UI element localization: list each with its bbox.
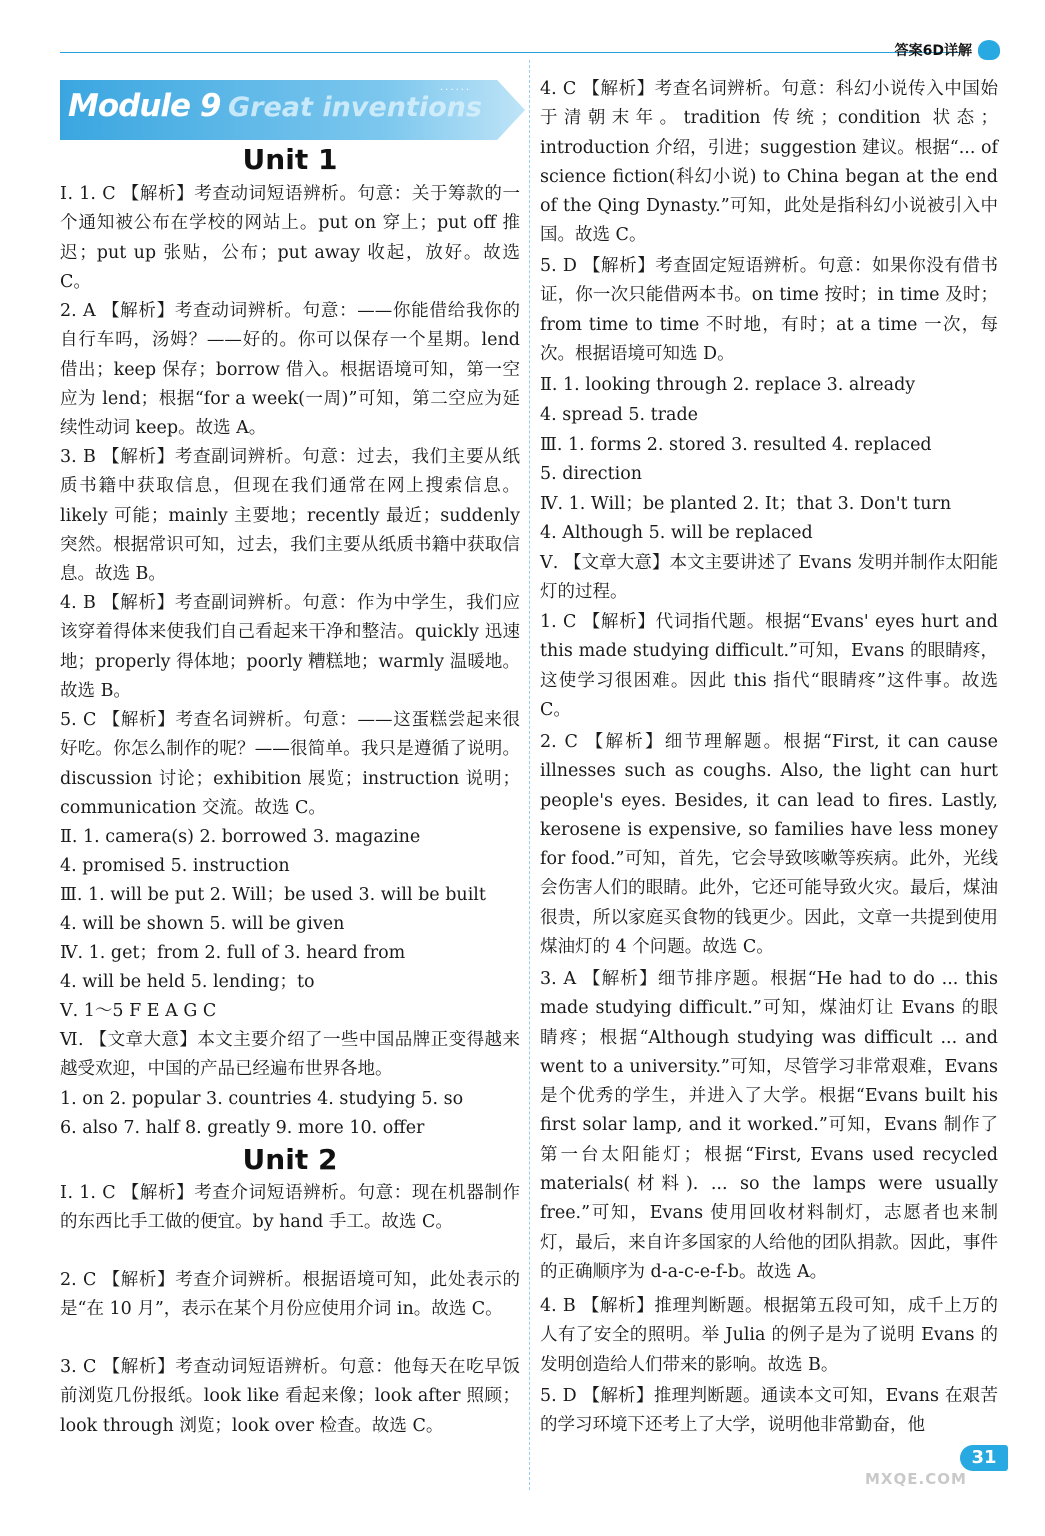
answer-item: Ⅱ. 1. camera(s) 2. borrowed 3. magazine	[60, 827, 421, 847]
watermark: MXQE.COM	[865, 1470, 967, 1488]
answer-item: 2. A 【解析】考查动词辨析。句意：——你能借给我你的自行车吗，汤姆？——好的。你可以保存一个星期。lend 借出；keep 保存；borrow 借入。根据语境可知，第一空应为 lend；根据“for a week(一周)”可知，第二空应为延续性动词 keep。故选 A。	[60, 301, 520, 439]
answer-item: Ⅵ. 【文章大意】本文主要介绍了一些中国品牌正变得越来越受欢迎，中国的产品已经遍布世界各地。	[60, 1030, 520, 1080]
answer-item: Ⅰ. 1. C 【解析】考查介词短语辨析。句意：现在机器制作的东西比手工做的便宜。by hand 手工。故选 C。	[60, 1183, 520, 1233]
answer-item: 5. D 【解析】推理判断题。通读本文可知，Evans 在艰苦的学习环境下还考上了大学，说明他非常勤奋，他	[540, 1386, 998, 1436]
answer-item: 3. B 【解析】考查副词辨析。句意：过去，我们主要从纸质书籍中获取信息，但现在我们通常在网上搜索信息。likely 可能；mainly 主要地；recently 最近；suddenly 突然。根据常识可知，过去，我们主要从纸质书籍中获取信息。故选 B。	[60, 447, 520, 585]
module-subtitle: Great inventions	[228, 92, 482, 123]
answer-item: Ⅲ. 1. will be put 2. Will；be used 3. will be built	[60, 885, 486, 905]
module-title: Module 9	[68, 88, 221, 124]
module-banner	[60, 80, 525, 140]
answer-item: 1. on 2. popular 3. countries 4. studying 5. so	[60, 1089, 464, 1109]
answer-item: 4. Although 5. will be replaced	[540, 523, 813, 543]
answer-item: 3. A 【解析】细节排序题。根据“He had to do ... this made studying difficult.”可知，煤油灯让 Evans 的眼睛疼；根据“Although studying was difficult ... and went to a university.”可知，尽管学习非常艰难，Evans 是个优秀的学生，并进入了大学。根据“Evans built his first solar lamp, and it worked.”可知，Evans 制作了第一台太阳能灯；根据“First, Evans used recycled materials(材料). ... so the lamps were usually free.”可知，Evans 使用回收材料制灯，志愿者也来制灯，最后，来自许多国家的人给他的团队捐款。因此，事件的正确顺序为 d-a-c-e-f-b。故选 A。	[540, 969, 998, 1282]
banner-decoration: ......	[440, 82, 472, 93]
answer-item: Ⅰ. 1. C 【解析】考查动词短语辨析。句意：关于筹款的一个通知被公布在学校的网站上。put on 穿上；put off 推迟；put up 张贴，公布；put away 收起，放好。故选 C。	[60, 184, 520, 292]
answer-item: Ⅲ. 1. forms 2. stored 3. resulted 4. replaced	[540, 435, 932, 455]
answer-item: 5. D 【解析】考查固定短语辨析。句意：如果你没有借书证，你一次只能借两本书。on time 按时；in time 及时；from time to time 不时地，有时；at a time 一次，每次。根据语境可知选 D。	[540, 256, 998, 364]
answer-item: Ⅳ. 1. get；from 2. full of 3. heard from	[60, 943, 406, 963]
answer-item: Ⅴ. 1～5 F E A G C	[60, 1001, 217, 1021]
brand-logo-icon	[978, 40, 1000, 60]
header-rule	[60, 52, 960, 53]
unit-2-heading: Unit 2	[242, 1143, 338, 1176]
answer-item: 5. C 【解析】考查名词辨析。句意：——这蛋糕尝起来很好吃。你怎么制作的呢？——很简单。我只是遵循了说明。discussion 讨论；exhibition 展览；instruction 说明；communication 交流。故选 C。	[60, 710, 520, 818]
answer-item: Ⅳ. 1. Will；be planted 2. It；that 3. Don't turn	[540, 494, 952, 514]
answer-item: 4. B 【解析】推理判断题。根据第五段可知，成千上万的人有了安全的照明。举 Julia 的例子是为了说明 Evans 的发明创造给人们带来的影响。故选 B。	[540, 1296, 998, 1375]
answer-item: 2. C 【解析】细节理解题。根据“First, it can cause illnesses such as coughs. Also, the light can hurt people's eyes. Besides, it can lead to fires. Lastly, kerosene is expensive, so families have less money for food.”可知，首先，它会导致咳嗽等疾病。此外，光线会伤害人们的眼睛。此外，它还可能导致火灾。最后，煤油很贵，所以家庭买食物的钱更少。因此，文章一共提到使用煤油灯的 4 个问题。故选 C。	[540, 732, 998, 958]
answer-item: 4. will be shown 5. will be given	[60, 914, 345, 934]
answer-item: 3. C 【解析】考查动词短语辨析。句意：他每天在吃早饭前浏览几份报纸。look like 看起来像；look after 照顾；look through 浏览；look over 检查。故选 C。	[60, 1357, 520, 1436]
unit-1-heading: Unit 1	[242, 143, 338, 176]
answer-item: 4. B 【解析】考查副词辨析。句意：作为中学生，我们应该穿着得体来使我们自己看起来干净和整洁。quickly 迅速地；properly 得体地；poorly 糟糕地；warmly 温暖地。故选 B。	[60, 593, 520, 701]
answer-item: 1. C 【解析】代词指代题。根据“Evans' eyes hurt and this made studying difficult.”可知，Evans 的眼睛疼，这使学习很困难。因此 this 指代“眼睛疼”这件事。故选 C。	[540, 612, 998, 720]
answer-item: 6. also 7. half 8. greatly 9. more 10. offer	[60, 1118, 425, 1138]
answer-item: 2. C 【解析】考查介词辨析。根据语境可知，此处表示的是“在 10 月”，表示在某个月份应使用介词 in。故选 C。	[60, 1270, 520, 1320]
header-label: 答案6D详解	[894, 43, 972, 59]
header	[895, 40, 1000, 60]
page-number: 31	[960, 1445, 1008, 1471]
answer-item: Ⅱ. 1. looking through 2. replace 3. already	[540, 375, 916, 395]
answer-item: 4. spread 5. trade	[540, 405, 699, 425]
column-divider	[529, 60, 530, 1490]
answer-item: 5. direction	[540, 464, 643, 484]
answer-item: 4. will be held 5. lending；to	[60, 972, 315, 992]
answer-item: 4. promised 5. instruction	[60, 856, 290, 876]
answer-item: Ⅴ. 【文章大意】本文主要讲述了 Evans 发明并制作太阳能灯的过程。	[540, 553, 998, 603]
answer-item: 4. C 【解析】考查名词辨析。句意：科幻小说传入中国始于清朝末年。tradition 传统；condition 状态；introduction 介绍，引进；suggestion 建议。根据“... of science fiction(科幻小说) to China began at the end of the Qing Dynasty.”可知，此处是指科幻小说被引入中国。故选 C。	[540, 79, 998, 246]
